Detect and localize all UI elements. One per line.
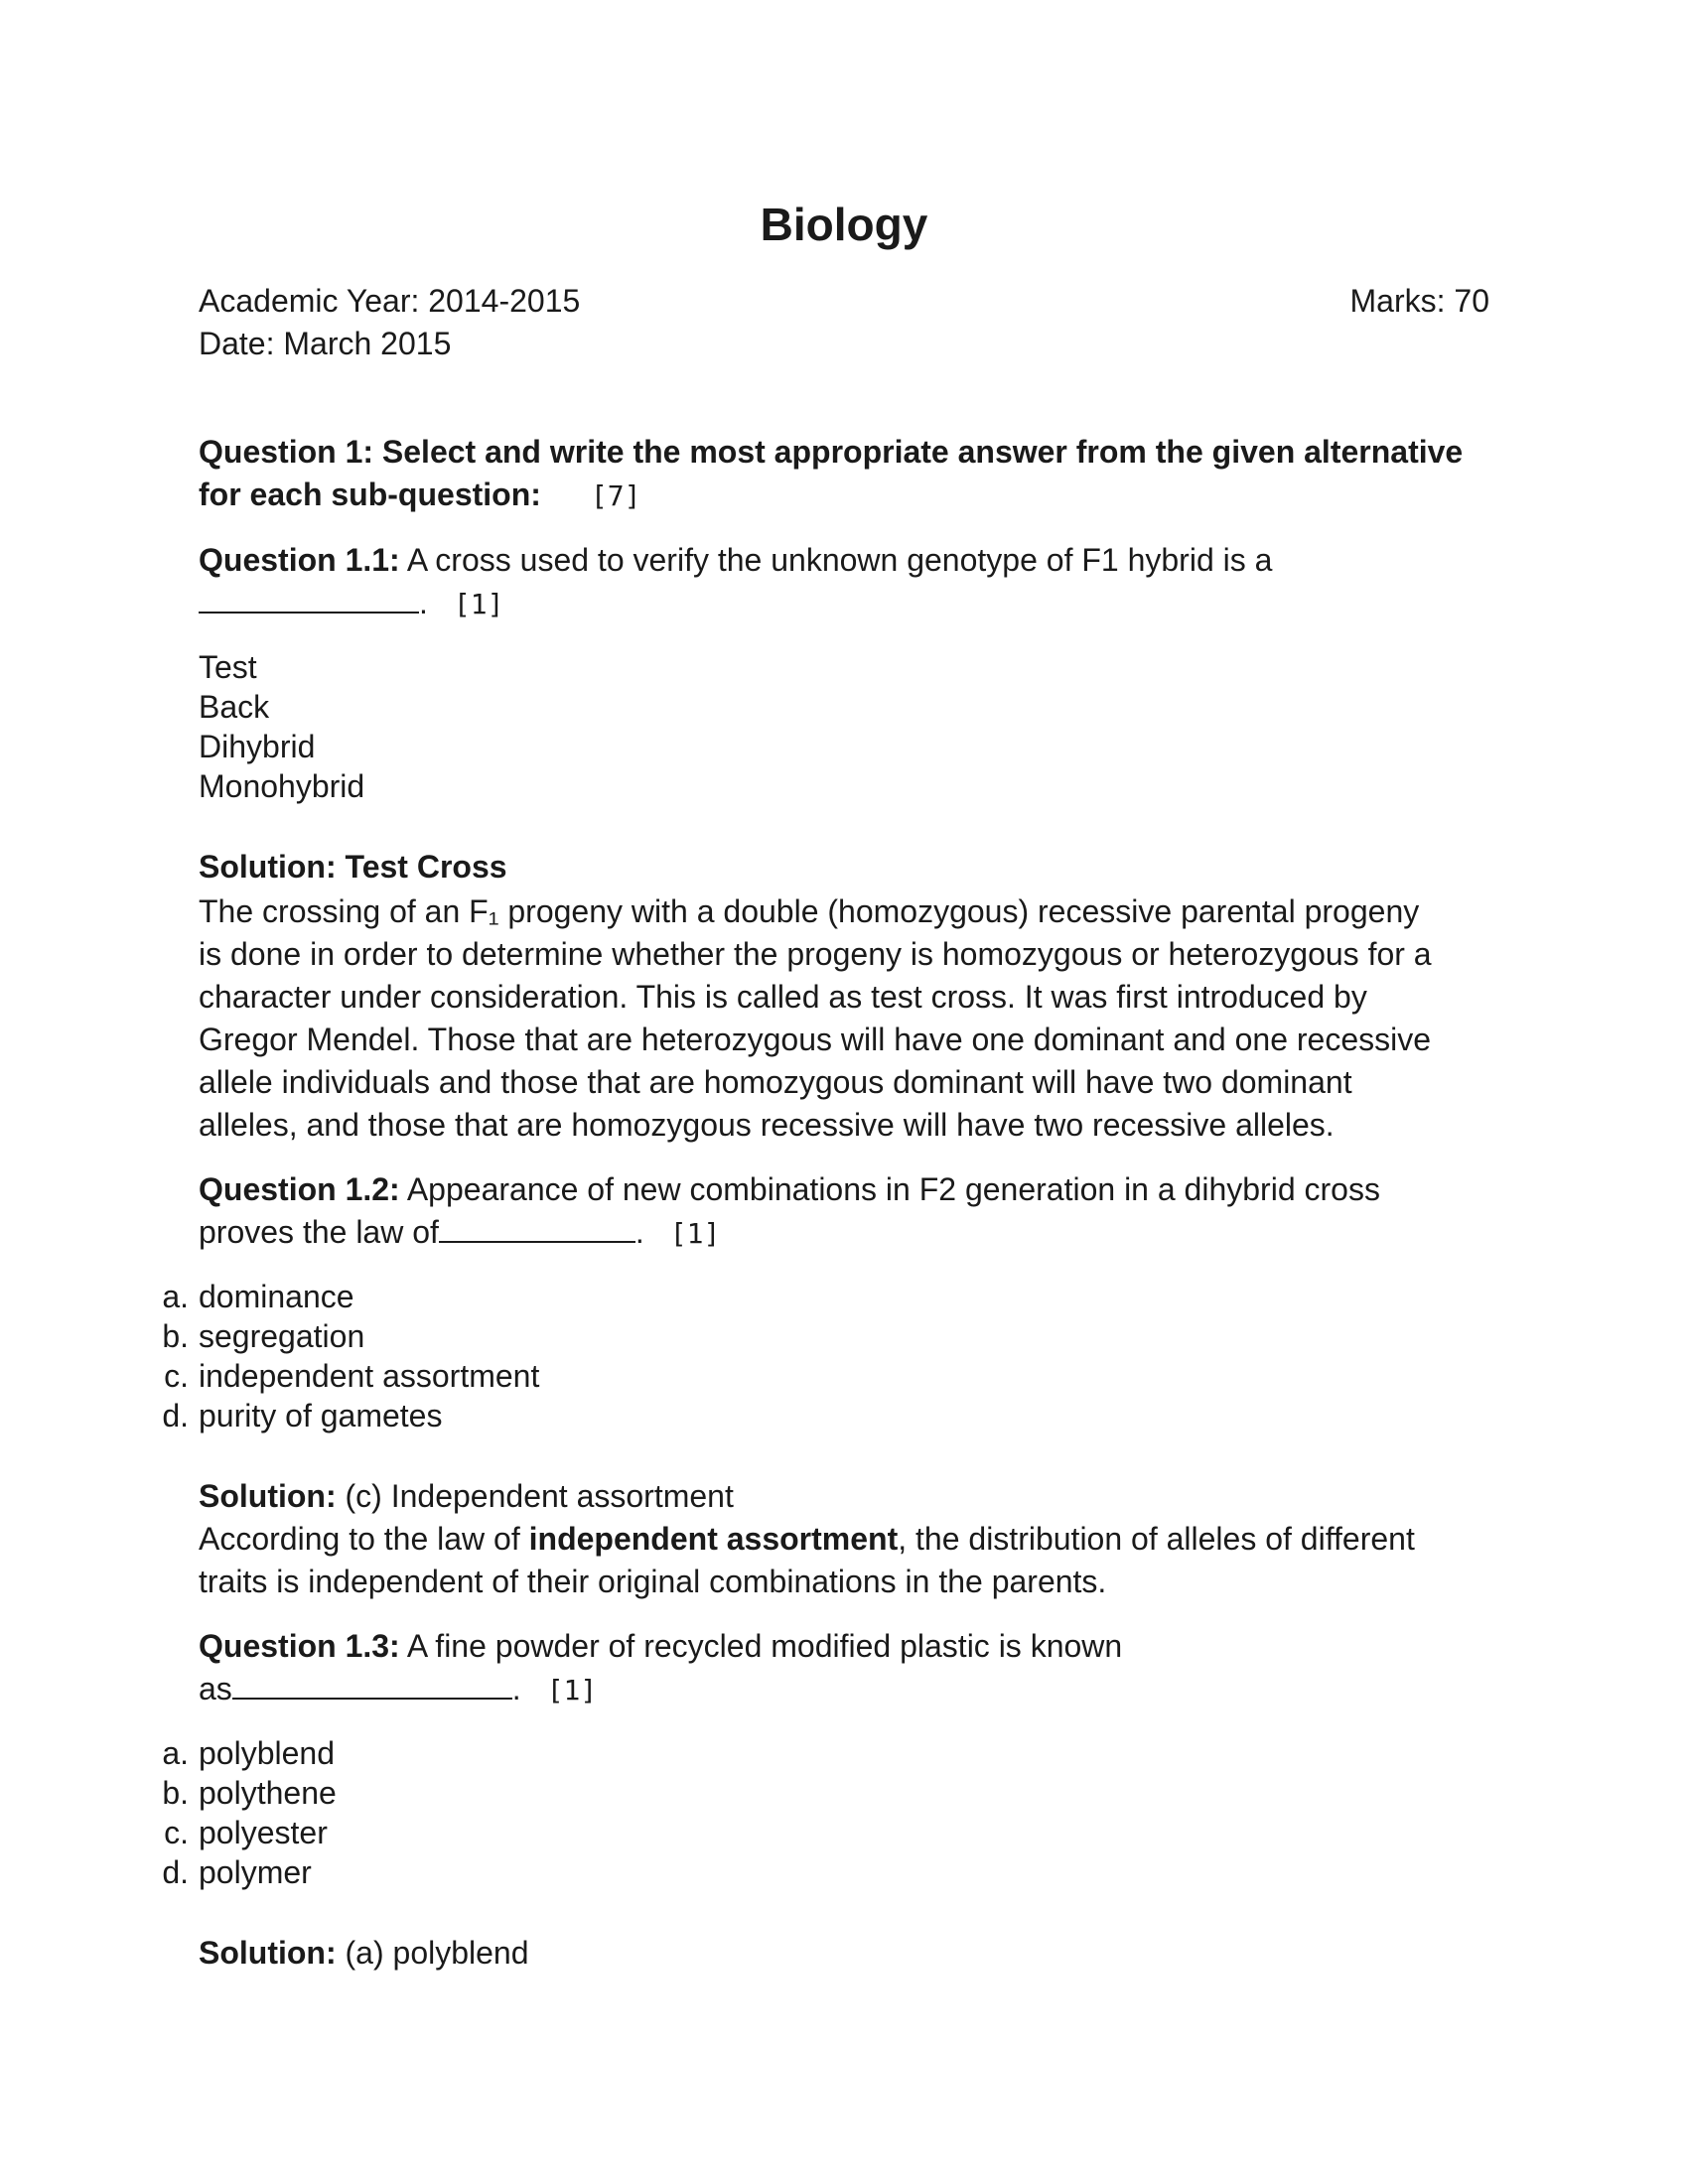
question-1-3-label: Question 1.3: bbox=[199, 1628, 400, 1664]
blank-period: . bbox=[634, 1214, 644, 1250]
solution-explanation bbox=[199, 890, 1489, 1147]
explanation-post: , the distribution of alleles of different bbox=[898, 1521, 1415, 1557]
solution-line: alleles, and those that are homozygous recessive will have two recessive alleles. bbox=[199, 1107, 1335, 1143]
question-1-1-marks: [1] bbox=[453, 588, 504, 620]
option-text: polyblend bbox=[199, 1735, 335, 1771]
question-1-heading bbox=[199, 431, 1489, 517]
question-1-1-options bbox=[199, 647, 1489, 806]
question-1-1-solution bbox=[199, 846, 1489, 1147]
question-1-heading-line1: Question 1: Select and write the most appropriate answer from the given alternative bbox=[199, 434, 1464, 470]
question-1-1 bbox=[199, 539, 1489, 625]
page-title: Biology bbox=[760, 199, 928, 250]
option-marker: b. bbox=[162, 1775, 189, 1811]
question-1-3-line1 bbox=[199, 1625, 1489, 1668]
question-1-marks: [7] bbox=[590, 479, 641, 512]
question-1-2 bbox=[199, 1168, 1489, 1255]
answer-blank bbox=[439, 1211, 635, 1243]
solution-answer: (a) polyblend bbox=[336, 1935, 529, 1971]
question-1-1-line1 bbox=[199, 539, 1489, 582]
question-1-1-label: Question 1.1: bbox=[199, 542, 400, 578]
option-item bbox=[164, 1813, 1489, 1852]
solution-line: Gregor Mendel. Those that are heterozygous will have one dominant and one recessive bbox=[199, 1022, 1432, 1057]
explanation-keyword: independent assortment bbox=[528, 1521, 899, 1557]
question-1-heading-text: for each sub-question: bbox=[199, 477, 541, 512]
option-text: dominance bbox=[199, 1279, 354, 1314]
solution-answer-line bbox=[199, 1475, 1489, 1518]
option-marker: a. bbox=[162, 1735, 189, 1771]
solution-answer: (c) Independent assortment bbox=[336, 1478, 734, 1514]
answer-blank bbox=[232, 1668, 512, 1700]
question-1-3 bbox=[199, 1625, 1489, 1711]
question-1-3-text: A fine powder of recycled modified plastic is known bbox=[399, 1628, 1123, 1664]
solution-explanation bbox=[199, 1518, 1489, 1561]
question-1-3-solution bbox=[199, 1932, 1489, 1975]
option-text: purity of gametes bbox=[199, 1398, 443, 1433]
option-marker: c. bbox=[164, 1815, 189, 1850]
option-marker: b. bbox=[162, 1318, 189, 1354]
solution-label: Solution: bbox=[199, 1478, 337, 1514]
blank-period: . bbox=[511, 1671, 521, 1706]
question-1-2-text-cont: proves the law of bbox=[199, 1214, 439, 1250]
answer-blank bbox=[199, 582, 419, 614]
option-marker: d. bbox=[162, 1398, 189, 1433]
question-1-3-marks: [1] bbox=[546, 1674, 598, 1706]
option-marker: a. bbox=[162, 1279, 189, 1314]
solution-line: is done in order to determine whether the progeny is homozygous or heterozygous for a bbox=[199, 936, 1432, 972]
option-text: polythene bbox=[199, 1775, 337, 1811]
option-text: independent assortment bbox=[199, 1358, 540, 1394]
question-1-2-line2 bbox=[199, 1211, 1489, 1255]
option-item bbox=[162, 1277, 1489, 1316]
option-item bbox=[162, 1852, 1489, 1892]
meta-row bbox=[199, 280, 1489, 323]
option-marker: c. bbox=[164, 1358, 189, 1394]
question-1-3-text-cont: as bbox=[199, 1671, 232, 1706]
question-1-2-line1 bbox=[199, 1168, 1489, 1211]
question-1-2-label: Question 1.2: bbox=[199, 1171, 400, 1207]
option-item: Test bbox=[199, 649, 257, 685]
academic-year: Academic Year: 2014-2015 bbox=[199, 283, 581, 319]
question-1-2-options bbox=[162, 1277, 1489, 1435]
question-1-2-solution bbox=[199, 1475, 1489, 1603]
total-marks: Marks: 70 bbox=[1349, 283, 1489, 319]
solution-explanation-line2: traits is independent of their original combinations in the parents. bbox=[199, 1564, 1107, 1599]
solution-answer-line bbox=[199, 1932, 1489, 1975]
question-1-1-line2 bbox=[199, 582, 1489, 625]
question-1-2-text: Appearance of new combinations in F2 generation in a dihybrid cross bbox=[399, 1171, 1380, 1207]
question-1-heading-line2 bbox=[199, 474, 1489, 517]
solution-line: The crossing of an F₁ progeny with a double (homozygous) recessive parental progeny bbox=[199, 893, 1420, 929]
option-item: Back bbox=[199, 689, 270, 725]
option-item bbox=[162, 1396, 1489, 1435]
option-text: segregation bbox=[199, 1318, 365, 1354]
blank-period: . bbox=[419, 585, 428, 620]
question-1-1-text: A cross used to verify the unknown genotype of F1 hybrid is a bbox=[399, 542, 1273, 578]
option-item bbox=[164, 1356, 1489, 1396]
solution-label: Solution: Test Cross bbox=[199, 849, 507, 885]
explanation-pre: According to the law of bbox=[199, 1521, 529, 1557]
option-text: polyester bbox=[199, 1815, 328, 1850]
option-item: Monohybrid bbox=[199, 768, 365, 804]
option-marker: d. bbox=[162, 1854, 189, 1890]
question-1-2-marks: [1] bbox=[669, 1217, 721, 1250]
solution-line: allele individuals and those that are homozygous dominant will have two dominant bbox=[199, 1064, 1352, 1100]
solution-label: Solution: bbox=[199, 1935, 337, 1971]
option-item bbox=[162, 1733, 1489, 1773]
option-text: polymer bbox=[199, 1854, 312, 1890]
option-item bbox=[162, 1316, 1489, 1356]
option-item bbox=[162, 1773, 1489, 1813]
solution-line: character under consideration. This is called as test cross. It was first introduced by bbox=[199, 979, 1367, 1015]
document-body bbox=[162, 280, 1489, 1975]
exam-date: Date: March 2015 bbox=[199, 326, 452, 361]
question-1-3-line2 bbox=[199, 1668, 1489, 1711]
question-1-3-options bbox=[162, 1733, 1489, 1892]
option-item: Dihybrid bbox=[199, 729, 316, 764]
